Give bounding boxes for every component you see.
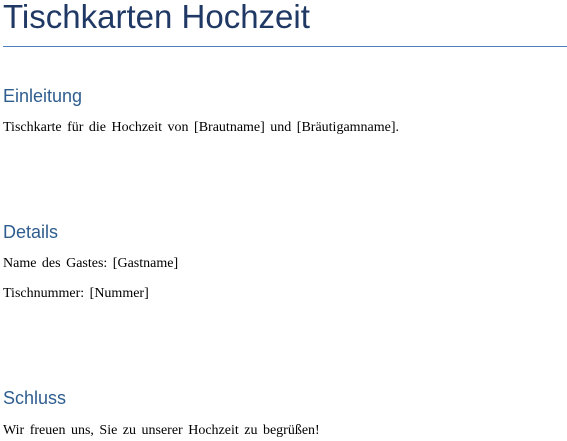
table-number-paragraph: Tischnummer: [Nummer]	[3, 286, 149, 301]
title-underline-rule	[3, 46, 567, 47]
section-heading-schluss: Schluss	[3, 388, 67, 408]
section-heading-einleitung: Einleitung	[3, 86, 83, 106]
section-heading-details: Details	[3, 222, 59, 242]
einleitung-paragraph: Tischkarte für die Hochzeit von [Brautname] und [Bräutigamname].	[3, 120, 400, 135]
schluss-paragraph: Wir freuen uns, Sie zu unserer Hochzeit zu begrüßen!	[3, 423, 320, 438]
guest-name-paragraph: Name des Gastes: [Gastname]	[3, 256, 179, 271]
document-title: Tischkarten Hochzeit	[3, 0, 310, 35]
